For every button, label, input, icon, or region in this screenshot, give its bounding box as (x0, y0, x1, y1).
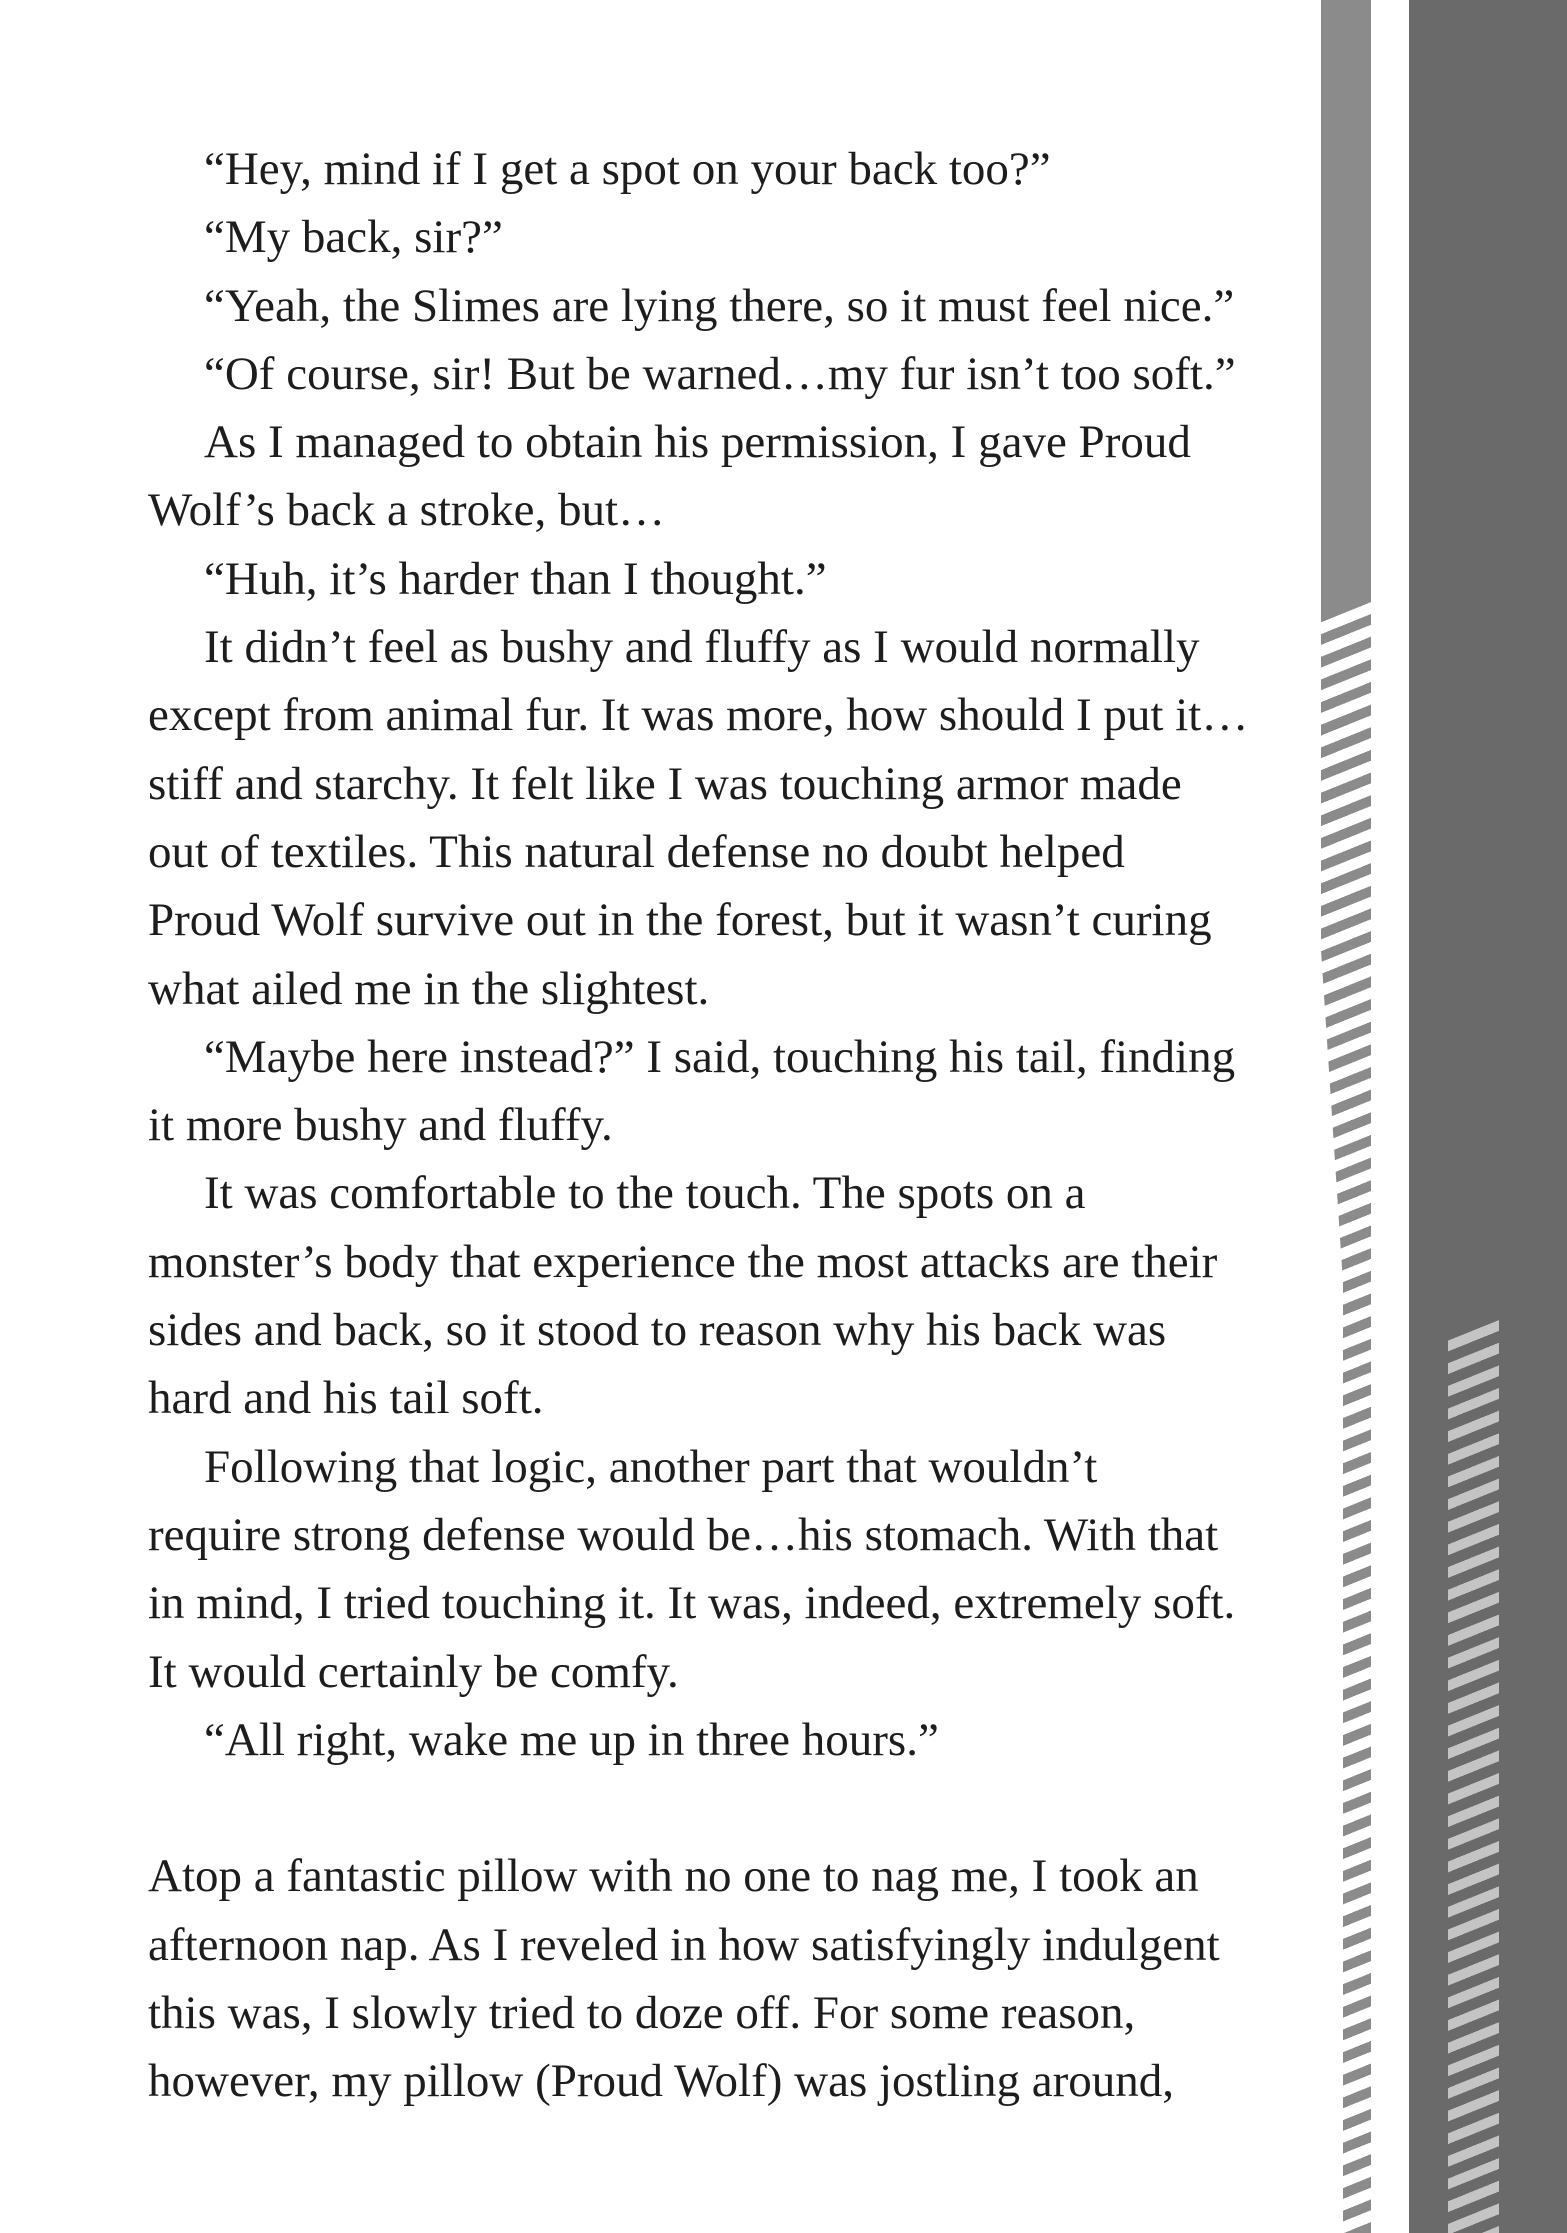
text-line: except from animal fur. It was more, how should I put it… (148, 689, 1249, 742)
text-line: out of textiles. This natural defense no doubt helped (148, 825, 1125, 878)
text-line: “My back, sir?” (204, 211, 503, 264)
text-line: “Maybe here instead?” I said, touching his tail, finding (204, 1030, 1236, 1083)
text-line: it more bushy and fluffy. (148, 1099, 613, 1152)
text-line: stiff and starchy. It felt like I was touching armor made (148, 757, 1182, 810)
text-line: require strong defense would be…his stomach. With that (148, 1508, 1219, 1561)
side-ribbon (1321, 0, 1371, 2233)
text-line: Atop a fantastic pillow with no one to nag me, I took an (148, 1850, 1199, 1903)
text-line: Wolf’s back a stroke, but… (148, 484, 665, 537)
text-line: It was comfortable to the touch. The spots on a (204, 1167, 1086, 1220)
text-line: “All right, wake me up in three hours.” (204, 1713, 939, 1766)
text-line: As I managed to obtain his permission, I gave Proud (204, 416, 1191, 469)
text-line: this was, I slowly tried to doze off. For some reason, (148, 1987, 1136, 2040)
text-line: however, my pillow (Proud Wolf) was jostling around, (148, 2055, 1175, 2108)
text-line: sides and back, so it stood to reason why his back was (148, 1304, 1167, 1357)
text-line: “Yeah, the Slimes are lying there, so it must feel nice.” (204, 279, 1235, 332)
text-line: “Huh, it’s harder than I thought.” (204, 552, 827, 605)
paragraph-break (148, 1774, 1328, 1842)
text-line: monster’s body that experience the most attacks are their (148, 1235, 1218, 1288)
text-line: “Of course, sir! But be warned…my fur isn’t too soft.” (204, 347, 1236, 400)
page-text (148, 135, 1328, 2116)
text-line: hard and his tail soft. (148, 1372, 544, 1425)
text-line: afternoon nap. As I reveled in how satisfyingly indulgent (148, 1918, 1220, 1971)
side-ribbon-solid-cap (1321, 0, 1371, 2233)
text-line: in mind, I tried touching it. It was, indeed, extremely soft. (148, 1577, 1236, 1630)
text-line: Following that logic, another part that wouldn’t (204, 1440, 1098, 1493)
edge-panel (1409, 0, 1567, 2233)
edge-panel-stripe-band (1448, 1318, 1499, 2233)
text-line: It didn’t feel as bushy and fluffy as I would normally (204, 621, 1200, 674)
text-line: Proud Wolf survive out in the forest, but it wasn’t curing (148, 894, 1212, 947)
text-line: It would certainly be comfy. (148, 1645, 679, 1698)
text-line: what ailed me in the slightest. (148, 962, 710, 1015)
text-line: “Hey, mind if I get a spot on your back too?” (204, 143, 1051, 195)
